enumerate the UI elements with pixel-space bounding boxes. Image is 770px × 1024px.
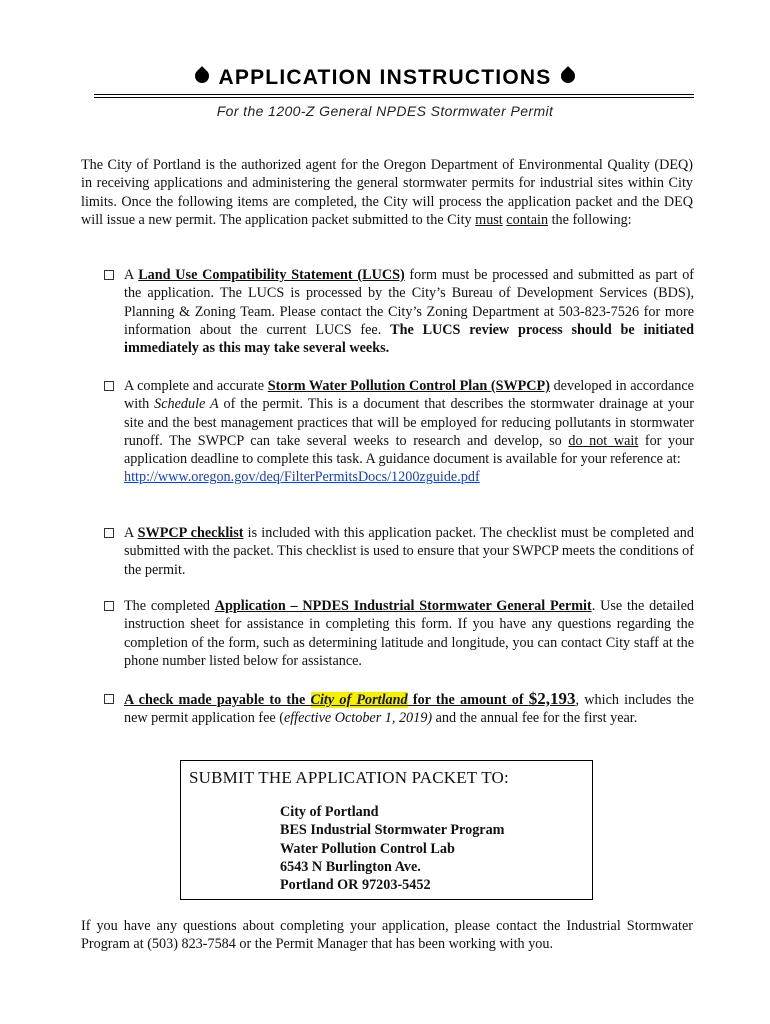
checklist-title: SWPCP checklist [137, 525, 244, 541]
address-line: City of Portland [280, 804, 379, 820]
swpcp-do-not-wait: do not wait [568, 432, 639, 449]
check-lead: A check made payable to the [124, 692, 311, 708]
check-city-highlight: City of Portland [310, 692, 408, 708]
address-line: 6543 N Burlington Ave. [280, 858, 421, 875]
list-item-checklist [104, 524, 694, 579]
lucs-lead: A [124, 267, 139, 283]
title-divider [94, 94, 694, 95]
application-body: . Use the detailed instruction sheet for assistance in completing this form. If you have any questions regarding the completion of the form, such as determining latitude and longitude, you can contact City staff at the phone number listed below for assistance. [124, 598, 694, 669]
lucs-bold-note: The LUCS review process should be initiated immediately as this may take several weeks. [124, 321, 695, 357]
intro-paragraph [81, 156, 693, 229]
lucs-body: form must be processed and submitted as part of the application. The LUCS is processed by the City’s Bureau of Development Services (BDS), Planning & Zoning Team. Please contact the City’s Zoning Department at 503-823-7526 for more information about the current LUCS fee. [124, 267, 695, 338]
title-text: APPLICATION INSTRUCTIONS [218, 66, 552, 89]
water-drop-icon [192, 66, 212, 86]
checkbox-swpcp[interactable] [104, 381, 114, 391]
address-line: Water Pollution Control Lab [280, 840, 455, 857]
lucs-title: Land Use Compatibility Statement (LUCS) [138, 267, 405, 283]
swpcp-body2: of the permit. This is a document that describes the stormwater drainage at your site and the best management practices that will be employed for reducing pollutants in stormwater runoff. The SWPCP can take several weeks to research and develop, so [124, 396, 694, 449]
check-mid: for the amount of [407, 692, 529, 708]
swpcp-title: Storm Water Pollution Control Plan (SWPCP) [267, 378, 550, 394]
submit-address-box [180, 760, 593, 900]
check-amount: $2,193 [528, 689, 576, 708]
checklist-lead: A [124, 525, 138, 541]
swpcp-schedule: Schedule A [154, 396, 219, 413]
swpcp-body1: developed in accordance with [124, 378, 694, 413]
checkbox-check[interactable] [104, 694, 114, 704]
list-item-swpcp [104, 377, 694, 487]
page-subtitle: For the 1200-Z General NPDES Stormwater Permit [216, 103, 554, 119]
swpcp-body3: for your application deadline to complete this task. A guidance document is available for your reference at: [124, 432, 694, 468]
list-item-application [104, 597, 694, 670]
mailing-address [280, 803, 505, 894]
application-lead: The completed [124, 598, 215, 614]
checkbox-application[interactable] [104, 601, 114, 611]
page-title [0, 66, 770, 90]
address-line: BES Industrial Stormwater Program [280, 822, 505, 839]
checkbox-checklist[interactable] [104, 528, 114, 538]
checkbox-lucs[interactable] [104, 270, 114, 280]
address-line: Portland OR 97203-5452 [280, 877, 431, 894]
check-effective: effective October 1, 2019) [283, 710, 433, 727]
intro-end: the following: [548, 211, 632, 228]
checklist-body: is included with this application packet. The checklist must be completed and submitted with the packet. This checklist is used to ensure that your SWPCP meets the conditions of the permit. [124, 525, 694, 578]
list-item-lucs [104, 266, 694, 357]
intro-must: must [475, 211, 503, 228]
check-body2: and the annual fee for the first year. [432, 710, 638, 727]
list-item-check [104, 690, 694, 728]
submit-heading: SUBMIT THE APPLICATION PACKET TO: [189, 768, 509, 787]
water-drop-icon [559, 66, 579, 86]
intro-contain: contain [506, 211, 549, 228]
title-divider-secondary [94, 97, 694, 98]
check-body1: , which includes the new permit application fee ( [124, 692, 694, 727]
swpcp-lead: A complete and accurate [124, 378, 268, 394]
application-title: Application – NPDES Industrial Stormwater General Permit [214, 598, 592, 614]
closing-paragraph: If you have any questions about completing your application, please contact the Industrial Stormwater Program at (503) 823-7584 or the Permit Manager that has been working with you. [81, 918, 693, 953]
guidance-link[interactable]: http://www.oregon.gov/deq/FilterPermitsDocs/1200zguide.pdf [124, 469, 480, 486]
intro-text: The City of Portland is the authorized agent for the Oregon Department of Environmental Quality (DEQ) in receiving applications and administering the general stormwater permits for industrial sites within City limits. Once the following items are completed, the City will process the application packet and the DEQ will issue a new permit. The application packet submitted to the City [81, 157, 693, 228]
